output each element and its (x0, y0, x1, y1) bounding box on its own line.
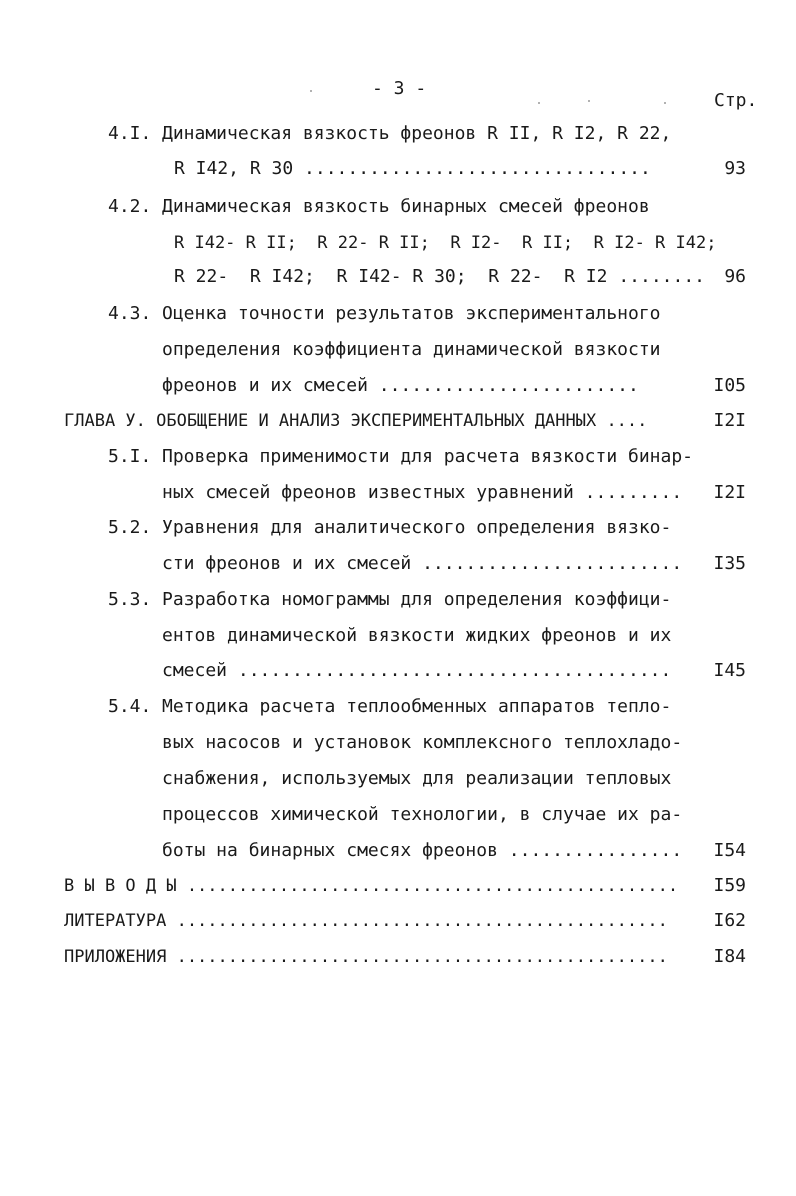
entry-4-1-page: 93 (724, 158, 746, 179)
entry-5-2-line-2: сти фреонов и их смесей ........................ (162, 553, 683, 574)
entry-4-3-line-1: Оценка точности результатов экспериментального (162, 303, 661, 324)
entry-5-1-number: 5.I. (108, 446, 152, 467)
conclusions-title: В Ы В О Д Ы ................................................ (64, 876, 679, 896)
entry-4-2-line-2: R I42- R II; R 22- R II; R I2- R II; R I2- R I42; (174, 233, 717, 253)
entry-5-4-line-4: процессов химической технологии, в случае их ра- (162, 804, 683, 825)
entry-5-4-line-3: снабжения, используемых для реализации тепловых (162, 768, 672, 789)
entry-5-3-line-1: Разработка номограммы для определения коэффици- (162, 589, 672, 610)
conclusions-page: I59 (713, 875, 746, 896)
entry-4-3-number: 4.3. (108, 303, 152, 324)
literature-page: I62 (713, 910, 746, 931)
entry-4-2-line-1: Динамическая вязкость бинарных смесей фреонов (162, 196, 650, 217)
entry-5-2-number: 5.2. (108, 517, 152, 538)
scan-speck (664, 102, 666, 104)
entry-5-2-page: I35 (713, 553, 746, 574)
entry-5-3-page: I45 (713, 660, 746, 681)
entry-4-1-line-2: R I42, R 30 ................................ (174, 158, 651, 179)
chapter-5-title: ГЛАВА У. ОБОБЩЕНИЕ И АНАЛИЗ ЭКСПЕРИМЕНТАЛЬНЫХ ДАННЫХ .... (64, 411, 648, 431)
entry-5-4-line-5: боты на бинарных смесях фреонов ................ (162, 840, 683, 861)
entry-5-3-line-3: смесей ........................................ (162, 660, 672, 681)
entry-4-3-page: I05 (713, 375, 746, 396)
entry-4-1-number: 4.I. (108, 123, 152, 144)
entry-5-4-line-1: Методика расчета теплообменных аппаратов тепло- (162, 696, 672, 717)
appendices-title: ПРИЛОЖЕНИЯ ................................................ (64, 947, 668, 967)
entry-5-3-line-2: ентов динамической вязкости жидких фреонов и их (162, 625, 672, 646)
literature-title: ЛИТЕРАТУРА ................................................ (64, 911, 668, 931)
page-column-label: Стр. (714, 90, 758, 111)
entry-5-2-line-1: Уравнения для аналитического определения вязко- (162, 517, 672, 538)
entry-5-1-line-2: ных смесей фреонов известных уравнений ......... (162, 482, 683, 503)
entry-5-3-number: 5.3. (108, 589, 152, 610)
chapter-5-page: I2I (713, 410, 746, 431)
entry-5-1-line-1: Проверка применимости для расчета вязкости бинар- (162, 446, 694, 467)
entry-4-2-number: 4.2. (108, 196, 152, 217)
entry-4-2-page: 96 (724, 266, 746, 287)
entry-5-4-page: I54 (713, 840, 746, 861)
entry-5-4-line-2: вых насосов и установок комплексного теплохладо- (162, 732, 683, 753)
entry-4-1-line-1: Динамическая вязкость фреонов R II, R I2, R 22, (162, 123, 672, 144)
entry-5-4-number: 5.4. (108, 696, 152, 717)
entry-4-3-line-2: определения коэффициента динамической вязкости (162, 339, 661, 360)
scan-speck (588, 100, 590, 102)
scan-speck (538, 102, 540, 104)
entry-4-3-line-3: фреонов и их смесей ........................ (162, 375, 639, 396)
appendices-page: I84 (713, 946, 746, 967)
entry-4-2-line-3: R 22- R I42; R I42- R 30; R 22- R I2 ........ (174, 266, 706, 287)
scan-speck (310, 90, 312, 92)
page-number: - 3 - (372, 78, 427, 99)
entry-5-1-page: I2I (713, 482, 746, 503)
